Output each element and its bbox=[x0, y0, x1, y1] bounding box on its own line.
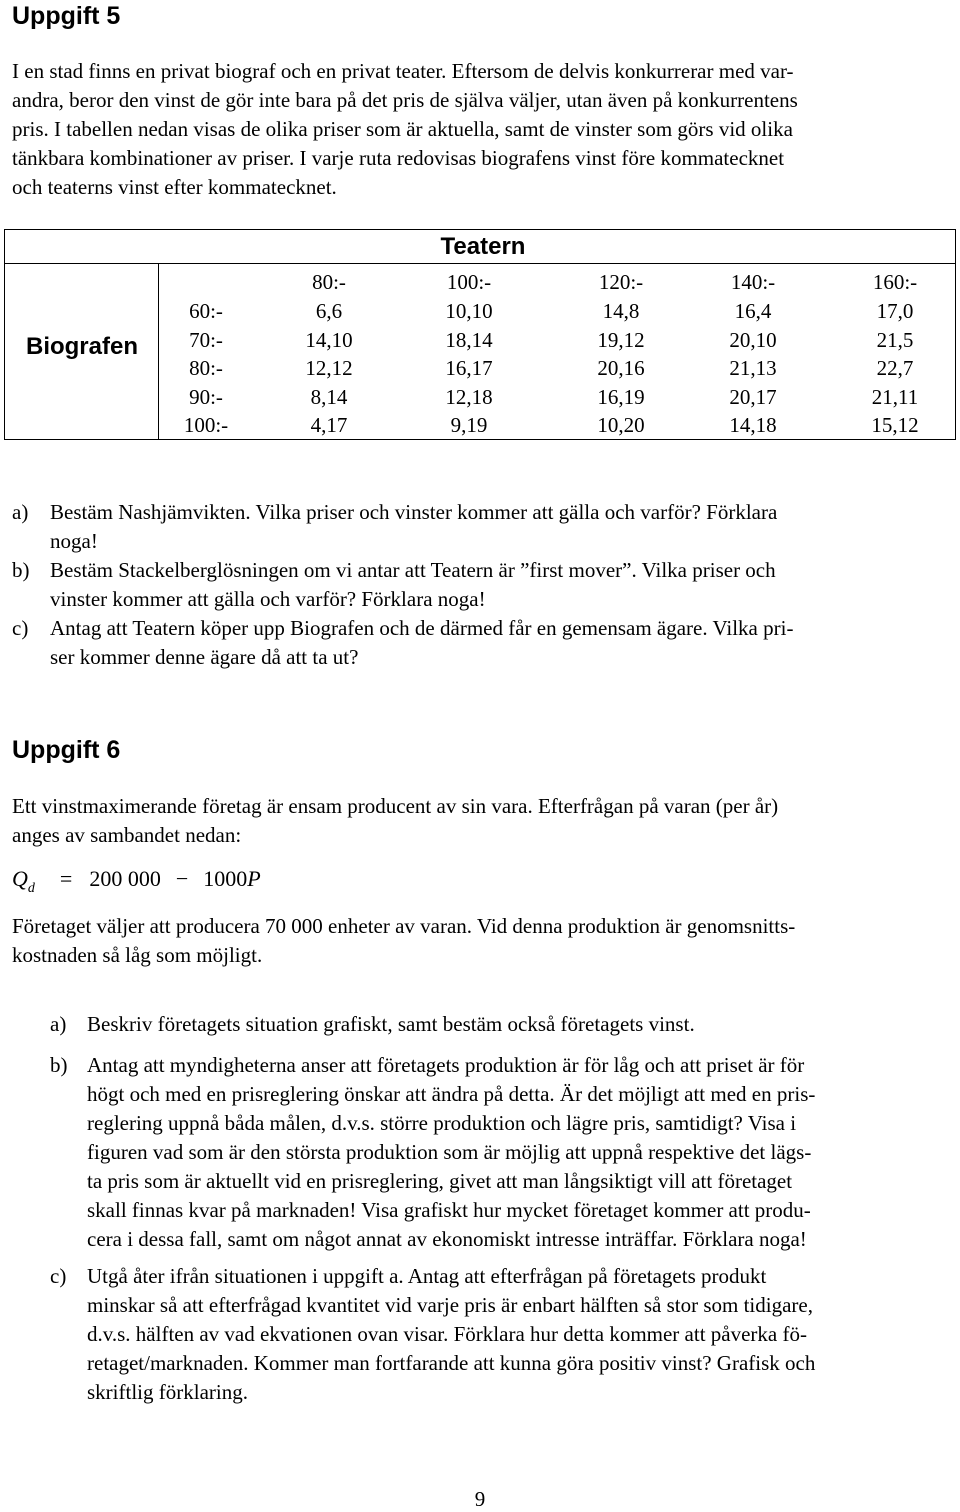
task6-info bbox=[12, 912, 942, 970]
row-header: 80:- bbox=[189, 356, 223, 380]
table-cell: 20,16 bbox=[597, 356, 645, 380]
question-line: Utgå åter ifrån situationen i uppgift a. Antag att efterfrågan på företagets produkt bbox=[87, 1264, 767, 1288]
row-player-label: Biografen bbox=[25, 333, 138, 360]
equation-coefficient: 1000 bbox=[203, 866, 248, 891]
table-cell: 14,18 bbox=[729, 413, 777, 437]
question-line: Bestäm Stackelberglösningen om vi antar att Teatern är ”first mover”. Vilka priser och bbox=[50, 558, 776, 582]
question-line: cera i dessa fall, samt om något annat av ekonomiskt intresse inträffar. Förklara noga! bbox=[87, 1227, 807, 1251]
equation-symbol-q: Q bbox=[12, 866, 28, 891]
table-cell: 16,17 bbox=[445, 356, 493, 380]
table-cell: 17,0 bbox=[876, 299, 914, 323]
column-header: 120:- bbox=[598, 270, 644, 294]
page-number: 9 bbox=[474, 1487, 486, 1511]
row-header: 60:- bbox=[189, 299, 223, 323]
table-cell: 9,19 bbox=[450, 413, 488, 437]
table-cell: 16,4 bbox=[734, 299, 772, 323]
table-cell: 18,14 bbox=[445, 328, 493, 352]
table-cell: 22,7 bbox=[876, 356, 914, 380]
table-cell: 14,10 bbox=[305, 328, 353, 352]
table-cell: 14,8 bbox=[602, 299, 640, 323]
question-line: Antag att Teatern köper upp Biografen och de därmed får en gemensam ägare. Vilka pri- bbox=[50, 616, 794, 640]
column-header: 160:- bbox=[872, 270, 918, 294]
task5-intro bbox=[12, 57, 942, 202]
equation-constant: 200 000 bbox=[89, 866, 161, 891]
table-cell: 16,19 bbox=[597, 385, 645, 409]
question-line: noga! bbox=[50, 529, 98, 553]
task6-heading: Uppgift 6 bbox=[12, 736, 121, 764]
question-label: c) bbox=[50, 1264, 67, 1288]
question-line: vinster kommer att gälla och varför? Förklara noga! bbox=[50, 587, 486, 611]
question-line: skall finnas kvar på marknaden! Visa grafiskt hur mycket företaget kommer att produ- bbox=[87, 1198, 811, 1222]
task5-heading: Uppgift 5 bbox=[12, 2, 121, 30]
info-line: Företaget väljer att producera 70 000 enheter av varan. Vid denna produktion är genomsnitts- bbox=[12, 914, 796, 938]
column-header: 80:- bbox=[312, 270, 346, 294]
question-text bbox=[87, 1010, 695, 1039]
question-line: d.v.s. hälften av vad ekvationen ovan visar. Förklara hur detta kommer att påverka fö- bbox=[87, 1322, 807, 1346]
intro-line: pris. I tabellen nedan visas de olika priser som är aktuella, samt de vinster som görs vid olika bbox=[12, 117, 793, 141]
question-label: b) bbox=[50, 1053, 68, 1077]
intro-line: I en stad finns en privat biograf och en privat teater. Eftersom de delvis konkurrerar med var- bbox=[12, 59, 794, 83]
task6-intro bbox=[12, 792, 942, 850]
table-cell: 12,18 bbox=[445, 385, 493, 409]
table-cell: 6,6 bbox=[315, 299, 343, 323]
equation-equals: = bbox=[59, 866, 73, 891]
question-label: a) bbox=[50, 1012, 67, 1036]
table-cell: 21,5 bbox=[876, 328, 914, 352]
question-label: b) bbox=[12, 558, 30, 582]
table-divider-vertical bbox=[158, 264, 159, 440]
question-line: retaget/marknaden. Kommer man fortfarande att kunna göra positiv vinst? Grafisk och bbox=[87, 1351, 816, 1375]
table-cell: 8,14 bbox=[310, 385, 348, 409]
column-header: 140:- bbox=[730, 270, 776, 294]
question-line: figuren vad som är den största produktion som är möjlig att uppnå respektive det lägs- bbox=[87, 1140, 812, 1164]
question-line: skriftlig förklaring. bbox=[87, 1380, 248, 1404]
row-header: 90:- bbox=[189, 385, 223, 409]
question-line: Antag att myndigheterna anser att företagets produktion är för låg och att priset är för bbox=[87, 1053, 805, 1077]
table-cell: 15,12 bbox=[871, 413, 919, 437]
table-cell: 19,12 bbox=[597, 328, 645, 352]
table-cell: 21,11 bbox=[871, 385, 919, 409]
intro-line: och teaterns vinst efter kommatecknet. bbox=[12, 175, 337, 199]
intro-line: andra, beror den vinst de gör inte bara på det pris de själva väljer, utan även på konkurrentens bbox=[12, 88, 798, 112]
question-text bbox=[87, 1051, 815, 1254]
table-divider-horizontal bbox=[5, 263, 955, 264]
intro-line: Ett vinstmaximerande företag är ensam producent av sin vara. Efterfrågan på varan (per år) bbox=[12, 794, 779, 818]
question-label: a) bbox=[12, 500, 29, 524]
intro-line: tänkbara kombinationer av priser. I varje ruta redovisas biografens vinst före kommatecknet bbox=[12, 146, 785, 170]
question-line: reglering uppnå båda målen, d.v.s. större produktion och lägre pris, samtidigt? Visa i bbox=[87, 1111, 797, 1135]
question-text bbox=[50, 556, 776, 614]
table-cell: 4,17 bbox=[310, 413, 348, 437]
column-header: 100:- bbox=[446, 270, 492, 294]
equation-minus: − bbox=[175, 866, 189, 891]
question-text bbox=[50, 498, 777, 556]
table-cell: 21,13 bbox=[729, 356, 777, 380]
question-line: ser kommer denne ägare då att ta ut? bbox=[50, 645, 359, 669]
demand-equation bbox=[12, 864, 261, 898]
row-header: 70:- bbox=[189, 328, 223, 352]
table-cell: 20,10 bbox=[729, 328, 777, 352]
equation-symbol-p: P bbox=[247, 866, 261, 891]
info-line: kostnaden så låg som möjligt. bbox=[12, 943, 263, 967]
question-line: högt och med en prisreglering önskar att ändra på detta. Är det möjligt att med en pris- bbox=[87, 1082, 816, 1106]
payoff-table bbox=[4, 229, 956, 440]
table-cell: 12,12 bbox=[305, 356, 353, 380]
question-line: Bestäm Nashjämvikten. Vilka priser och vinster kommer att gälla och varför? Förklara bbox=[50, 500, 778, 524]
question-text bbox=[87, 1262, 815, 1407]
table-cell: 10,10 bbox=[445, 299, 493, 323]
question-line: Beskriv företagets situation grafiskt, samt bestäm också företagets vinst. bbox=[87, 1012, 695, 1036]
question-label: c) bbox=[12, 616, 29, 640]
question-line: ta pris som är aktuellt vid en prisreglering, givet att man långsiktigt vill att företaget bbox=[87, 1169, 793, 1193]
column-player-label: Teatern bbox=[440, 233, 526, 260]
table-cell: 10,20 bbox=[597, 413, 645, 437]
table-cell: 20,17 bbox=[729, 385, 777, 409]
question-line: minskar så att efterfrågad kvantitet vid varje pris är enbart hälften så stor som tidigare, bbox=[87, 1293, 813, 1317]
intro-line: anges av sambandet nedan: bbox=[12, 823, 242, 847]
row-header: 100:- bbox=[183, 413, 229, 437]
equation-subscript: d bbox=[27, 881, 35, 896]
question-text bbox=[50, 614, 793, 672]
